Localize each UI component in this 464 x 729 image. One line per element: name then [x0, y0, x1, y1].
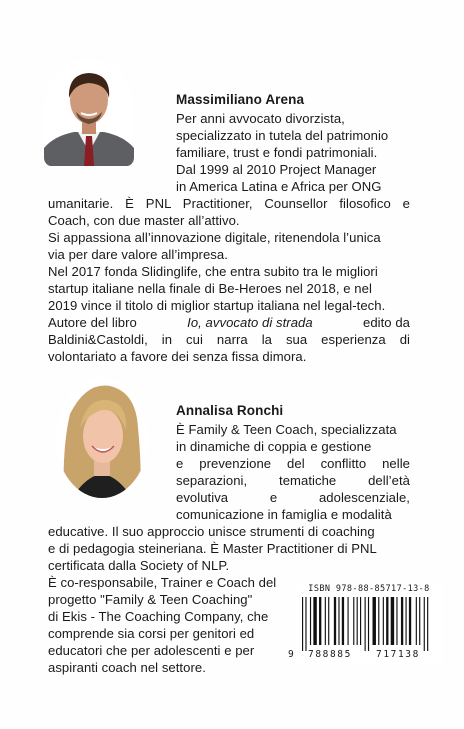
bio-line: educative. Il suo approccio unisce strumenti di coaching: [48, 524, 375, 539]
barcode-bar: [342, 597, 344, 645]
isbn-label: ISBN 978-88-85717-13-8: [308, 584, 430, 594]
barcode-bar: [313, 597, 316, 645]
bio-line: educatori che per adolescenti e per: [48, 643, 255, 658]
barcode-bar: [416, 597, 417, 645]
bio-line: familiare, trust e fondi patrimoniali.: [176, 145, 378, 160]
barcode-bar: [360, 597, 361, 645]
barcode-bar: [424, 597, 425, 651]
isbn-barcode: [288, 582, 442, 666]
bio-line: Baldini&Castoldi, in cui narra la sua esperienza di: [48, 332, 410, 347]
barcode-bar: [386, 597, 388, 645]
bio-line: comunicazione in famiglia e modalità: [176, 507, 392, 522]
bio-line: e prevenzione del conflitto nelle: [176, 456, 410, 471]
bio-line: evolutiva e adolescenziale,: [176, 490, 410, 505]
bio-text: edito da: [363, 315, 410, 330]
bio-line: di Ekis - The Coaching Company, che: [48, 609, 269, 624]
bio-line: via per dare valore all’impresa.: [48, 247, 228, 262]
bio-line: certificata dalla Society of NLP.: [48, 558, 230, 573]
barcode-bar: [419, 597, 420, 645]
bio-line: Dal 1999 al 2010 Project Manager: [176, 162, 377, 177]
bio-line: Coach, con due master all’attivo.: [48, 213, 240, 228]
bio-line: comprende sia corsi per genitori ed: [48, 626, 255, 641]
bio-line: Per anni avvocato divorzista,: [176, 111, 345, 126]
bio-line: progetto "Family & Teen Coaching": [48, 592, 253, 607]
barcode-bar: [427, 597, 428, 651]
author-name: Annalisa Ronchi: [176, 403, 284, 418]
author-photo-massimiliano: [44, 60, 134, 166]
barcode-bar: [328, 597, 329, 645]
barcode-bar: [353, 597, 354, 645]
bio-line: startup italiane nella finale di Be-Heroes nel 2018, e nel: [48, 281, 372, 296]
bio-line: e di pedagogia steineriana. È Master Practitioner di PNL: [48, 541, 377, 556]
author-photo-annalisa: [56, 378, 148, 498]
bio-line: [48, 314, 410, 331]
bio-line: aspiranti coach nel settore.: [48, 660, 206, 675]
portrait-man-icon: [44, 60, 134, 166]
barcode-bar: [365, 597, 366, 651]
bio-line: in America Latina e Africa per ONG: [176, 179, 382, 194]
barcode-bar: [310, 597, 311, 645]
barcode-bar: [357, 597, 358, 645]
book-title: Io, avvocato di strada: [187, 315, 313, 330]
barcode-bar: [373, 597, 376, 645]
barcode-bar: [383, 597, 384, 645]
barcode-bar: [396, 597, 397, 645]
bio-line: in dinamiche di coppia e gestione: [176, 439, 372, 454]
barcode-digits: 788885: [308, 649, 352, 660]
bio-line: volontariato a favore dei senza fissa dimora.: [48, 349, 307, 364]
barcode-icon: [300, 597, 440, 651]
barcode-bar: [401, 597, 403, 645]
bio-line: separazioni, tematiche dell’età: [176, 473, 410, 488]
portrait-woman-icon: [56, 378, 148, 498]
bio-text: Autore del libro: [48, 315, 137, 330]
barcode-bar: [409, 597, 411, 645]
barcode-bar: [302, 597, 303, 651]
bio-line: Nel 2017 fonda Slidinglife, che entra subito tra le migliori: [48, 264, 378, 279]
bio-line: umanitarie. È PNL Practitioner, Counsellor filosofico e: [48, 196, 410, 211]
barcode-bar: [325, 597, 326, 645]
barcode-bar: [334, 597, 336, 645]
bio-line: Si appassiona all’innovazione digitale, ritenendola l’unica: [48, 230, 381, 245]
barcode-bar: [338, 597, 339, 645]
barcode-bar: [368, 597, 369, 651]
barcode-bar: [378, 597, 379, 645]
bio-line: specializzato in tutela del patrimonio: [176, 128, 389, 143]
author-name: Massimiliano Arena: [176, 92, 305, 107]
bio-line: È Family & Teen Coach, specializzata: [176, 422, 397, 437]
barcode-bar: [305, 597, 306, 651]
barcode-digit: 9: [288, 649, 296, 660]
barcode-bar: [391, 597, 394, 645]
barcode-bar: [406, 597, 407, 645]
barcode-bar: [348, 597, 349, 645]
bio-line: 2019 vince il titolo di miglior startup italiana nel legal-tech.: [48, 298, 386, 313]
barcode-digits: 717138: [376, 649, 420, 660]
bio-line: È co-responsabile, Trainer e Coach del: [48, 575, 277, 590]
barcode-bar: [319, 597, 321, 645]
